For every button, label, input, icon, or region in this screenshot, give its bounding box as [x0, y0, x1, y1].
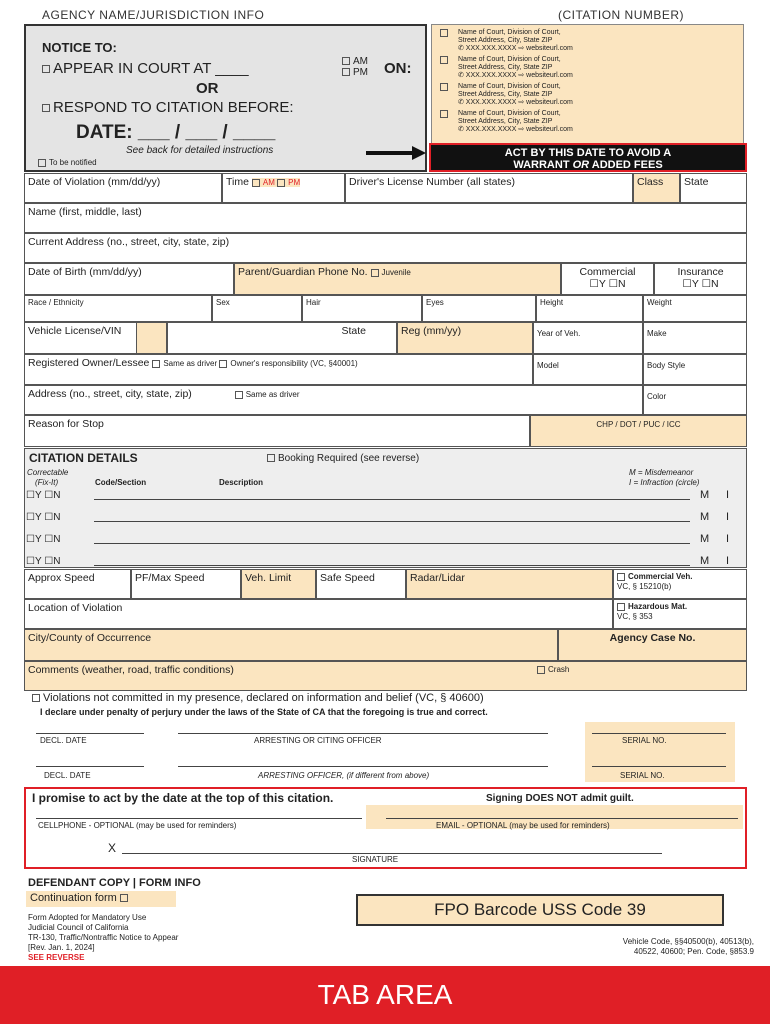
checkbox-icon	[38, 159, 46, 167]
violations-not-committed[interactable]: Violations not committed in my presence, declared on information and belief (VC, § 40600)	[32, 692, 484, 704]
barcode-placeholder: FPO Barcode USS Code 39	[356, 894, 724, 926]
decl-date-label: DECL. DATE	[40, 736, 87, 745]
promise-box	[24, 787, 747, 869]
fixit-label: (Fix-It)	[35, 478, 59, 487]
promise-text: I promise to act by the date at the top of this citation.	[32, 791, 334, 805]
checkbox-icon	[440, 29, 448, 37]
form-info: Form Adopted for Mandatory Use Judicial Council of California TR-130, Traffic/Nontraffic Notice to Appear [Rev. Jan. 1, 2024] SEE REVERSE	[28, 913, 179, 962]
date-of-violation-field[interactable]: Date of Violation (mm/dd/yy)	[24, 173, 222, 203]
officer-label: ARRESTING OR CITING OFFICER	[254, 736, 382, 745]
code-header: Code/Section	[95, 478, 147, 487]
infraction-legend: I = Infraction (circle)	[629, 478, 700, 487]
time-field[interactable]: Time AM PM	[222, 173, 345, 203]
checkbox-icon	[342, 68, 350, 76]
respond-option[interactable]: RESPOND TO CITATION BEFORE:	[42, 99, 294, 116]
am-pm-option[interactable]: AM PM	[342, 56, 368, 78]
vehicle-state-field[interactable]: State	[167, 322, 397, 354]
citation-details-section	[24, 448, 747, 568]
notice-title: NOTICE TO:	[42, 40, 117, 55]
decl-date-line-2[interactable]	[36, 755, 144, 767]
violation-row[interactable]: ☐Y ☐N M I	[26, 533, 730, 545]
drivers-license-field[interactable]: Driver's License Number (all states)	[345, 173, 633, 203]
weight-field[interactable]: Weight	[643, 295, 747, 322]
owner-address-field[interactable]: Address (no., street, city, state, zip) Same as driver	[24, 385, 643, 415]
violation-row[interactable]: ☐Y ☐N M I	[26, 555, 730, 567]
checkbox-icon	[42, 65, 50, 73]
arrow-right-icon	[366, 151, 418, 155]
commercial-veh-option[interactable]: Commercial Veh. VC, § 15210(b)	[613, 569, 747, 599]
continuation-form-option[interactable]: Continuation form	[26, 891, 176, 907]
vehicle-license-field[interactable]: Vehicle License/VIN	[24, 322, 137, 354]
arrow-head-icon	[412, 146, 426, 160]
checkbox-icon	[342, 57, 350, 65]
race-field[interactable]: Race / Ethnicity	[24, 295, 212, 322]
violation-row[interactable]: ☐Y ☐N M I	[26, 489, 730, 501]
to-be-notified[interactable]: To be notified	[38, 158, 97, 167]
year-field[interactable]: Year of Veh.	[533, 322, 643, 354]
registered-owner-field[interactable]: Registered Owner/Lessee Same as driver Owner's responsibility (VC, §40001)	[24, 354, 533, 385]
model-field[interactable]: Model	[533, 354, 643, 385]
comments-field[interactable]: Comments (weather, road, traffic conditions) Crash	[24, 661, 747, 691]
height-field[interactable]: Height	[536, 295, 643, 322]
make-field[interactable]: Make	[643, 322, 747, 354]
decl-date-label-2: DECL. DATE	[44, 771, 91, 780]
description-header: Description	[219, 478, 264, 487]
signature-label: SIGNATURE	[352, 855, 399, 864]
court-option[interactable]: Name of Court, Division of Court, Street Address, City, State ZIP ✆ XXX.XXX.XXXX ⇨ websiteurl.com	[440, 29, 735, 53]
hair-field[interactable]: Hair	[302, 295, 422, 322]
signature-line[interactable]	[122, 841, 662, 854]
agency-header: AGENCY NAME/JURISDICTION INFO	[42, 8, 265, 22]
eyes-field[interactable]: Eyes	[422, 295, 536, 322]
sign-x: X	[108, 841, 117, 855]
email-line[interactable]	[386, 807, 738, 819]
agency-case-field[interactable]: Agency Case No.	[558, 629, 747, 661]
court-option[interactable]: Name of Court, Division of Court, Street Address, City, State ZIP ✆ XXX.XXX.XXXX ⇨ websiteurl.com	[440, 83, 735, 107]
checkbox-icon	[440, 83, 448, 91]
serial-label-2: SERIAL NO.	[620, 771, 665, 780]
chp-field[interactable]: CHP / DOT / PUC / ICC	[530, 415, 747, 447]
serial-line-2[interactable]	[592, 755, 726, 767]
court-option[interactable]: Name of Court, Division of Court, Street Address, City, State ZIP ✆ XXX.XXX.XXXX ⇨ websiteurl.com	[440, 56, 735, 80]
officer2-label: ARRESTING OFFICER, (if different from above)	[258, 771, 430, 780]
vin-highlight	[137, 322, 167, 354]
appear-option[interactable]: APPEAR IN COURT AT ____	[42, 60, 249, 77]
officer-line[interactable]	[178, 722, 548, 734]
reason-for-stop-field[interactable]: Reason for Stop	[24, 415, 530, 447]
name-field[interactable]: Name (first, middle, last)	[24, 203, 747, 233]
perjury-declaration: I declare under penalty of perjury under the laws of the State of CA that the foregoing is true and correct.	[40, 707, 488, 717]
email-label: EMAIL - OPTIONAL (may be used for reminders)	[436, 821, 610, 830]
act-by-date-box: ACT BY THIS DATE TO AVOID A WARRANT OR ADDED FEES	[429, 143, 747, 172]
serial-label: SERIAL NO.	[622, 736, 667, 745]
notice-box	[24, 24, 427, 172]
cellphone-line[interactable]	[36, 807, 362, 819]
due-date[interactable]: DATE: ___ / ___ / ____	[76, 122, 276, 143]
court-list	[431, 24, 744, 144]
checkbox-icon	[440, 110, 448, 118]
safe-speed-field[interactable]: Safe Speed	[316, 569, 406, 599]
misdemeanor-legend: M = Misdemeanor	[629, 468, 694, 477]
body-style-field[interactable]: Body Style	[643, 354, 747, 385]
citation-number-header: (CITATION NUMBER)	[558, 8, 685, 22]
decl-date-line[interactable]	[36, 722, 144, 734]
violation-row[interactable]: ☐Y ☐N M I	[26, 511, 730, 523]
date-of-birth-field[interactable]: Date of Birth (mm/dd/yy)	[24, 263, 234, 295]
serial-line[interactable]	[592, 722, 726, 734]
pf-max-speed-field[interactable]: PF/Max Speed	[131, 569, 241, 599]
radar-lidar-field[interactable]: Radar/Lidar	[406, 569, 613, 599]
state-field[interactable]: State	[680, 173, 747, 203]
current-address-field[interactable]: Current Address (no., street, city, state, zip)	[24, 233, 747, 263]
approx-speed-field[interactable]: Approx Speed	[24, 569, 131, 599]
parent-phone-field[interactable]: Parent/Guardian Phone No. Juvenile	[234, 263, 561, 295]
hazmat-option[interactable]: Hazardous Mat. VC, § 353	[613, 599, 747, 629]
commercial-field[interactable]: Commercial ☐Y ☐N	[561, 263, 654, 295]
citation-details-title: CITATION DETAILS	[29, 451, 138, 465]
court-option[interactable]: Name of Court, Division of Court, Street Address, City, State ZIP ✆ XXX.XXX.XXXX ⇨ websiteurl.com	[440, 110, 735, 134]
booking-required[interactable]: Booking Required (see reverse)	[267, 453, 419, 464]
signing-note: Signing DOES NOT admit guilt.	[486, 793, 634, 804]
or-label: OR	[196, 80, 219, 97]
color-field[interactable]: Color	[643, 385, 747, 415]
veh-limit-field[interactable]: Veh. Limit	[241, 569, 316, 599]
vehicle-code-reference: Vehicle Code, §§40500(b), 40513(b), 40522, 40600; Pen. Code, §853.9	[622, 937, 754, 956]
registration-field[interactable]: Reg (mm/yy)	[397, 322, 533, 354]
insurance-field[interactable]: Insurance ☐Y ☐N	[654, 263, 747, 295]
cellphone-label: CELLPHONE - OPTIONAL (may be used for reminders)	[38, 821, 237, 830]
checkbox-icon	[440, 56, 448, 64]
sex-field[interactable]: Sex	[212, 295, 302, 322]
see-back-note: See back for detailed instructions	[126, 145, 274, 156]
location-field[interactable]: Location of Violation	[24, 599, 613, 629]
class-field[interactable]: Class	[633, 173, 680, 203]
city-county-field[interactable]: City/County of Occurrence	[24, 629, 558, 661]
tab-area: TAB AREA	[0, 966, 770, 1024]
officer-line-2[interactable]	[178, 755, 548, 767]
on-label: ON:	[384, 60, 412, 77]
defendant-copy-label: DEFENDANT COPY | FORM INFO	[28, 877, 201, 889]
checkbox-icon	[42, 104, 50, 112]
correctable-label: Correctable	[27, 468, 69, 477]
